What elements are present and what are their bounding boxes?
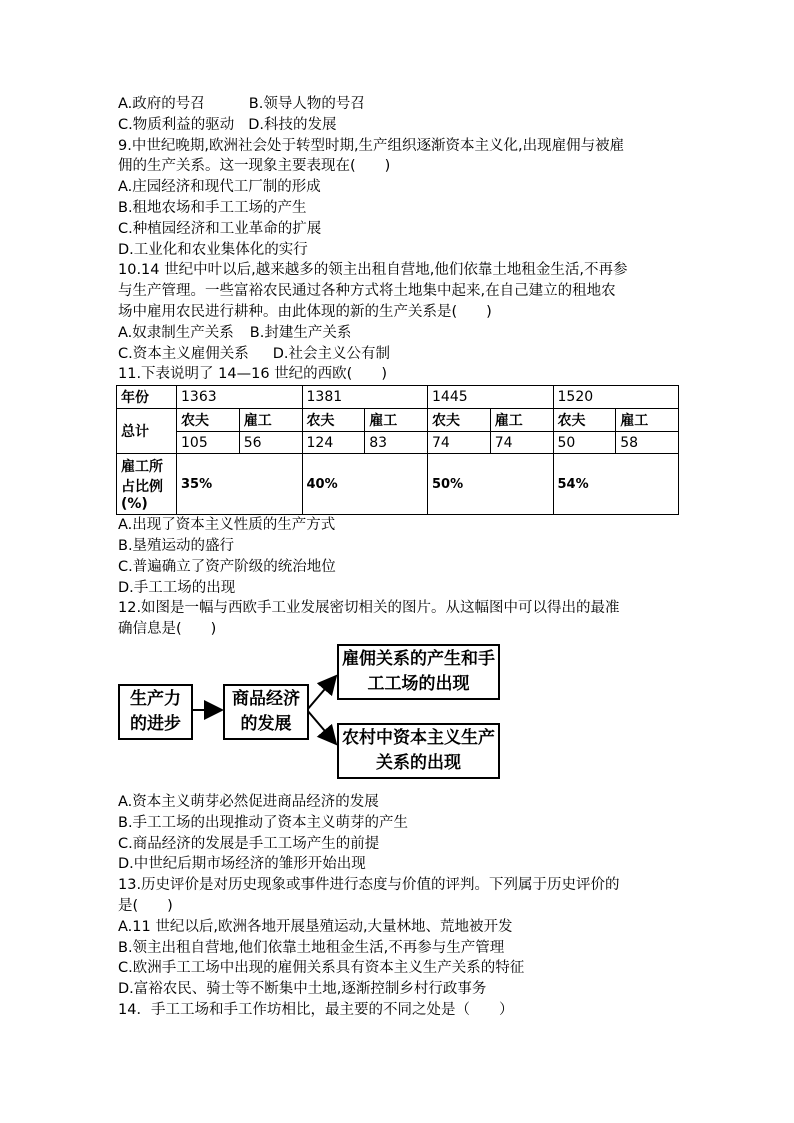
q11-stem: 11.下表说明了 14—16 世纪的西欧( ) bbox=[118, 366, 387, 383]
q10-stem-line-1: 10.14 世纪中叶以后,越来越多的领主出租自营地,他们依靠土地租金生活,不再参 bbox=[118, 262, 628, 279]
q11-table bbox=[116, 385, 679, 515]
hired-header: 雇工 bbox=[365, 409, 428, 432]
exam-page bbox=[118, 94, 688, 1021]
q8-options-row-2 bbox=[118, 115, 688, 136]
year-cell: 1520 bbox=[553, 386, 679, 409]
box-productivity bbox=[118, 684, 193, 740]
hired-value: 74 bbox=[490, 432, 553, 454]
q13-option-d[interactable]: D.富裕农民、骑士等不断集中土地,逐渐控制乡村行政事务 bbox=[118, 981, 487, 998]
q8-option-b[interactable]: B.领导人物的号召 bbox=[248, 96, 365, 112]
q10-option-b[interactable]: B.封建生产关系 bbox=[249, 324, 352, 341]
farmer-value: 74 bbox=[428, 432, 491, 454]
farmer-value: 105 bbox=[177, 432, 240, 454]
q13-option-a[interactable]: A.11 世纪以后,欧洲各地开展垦殖运动,大量林地、荒地被开发 bbox=[118, 918, 513, 935]
q11-option-c[interactable]: C.普遍确立了资产阶级的统治地位 bbox=[118, 558, 336, 575]
farmer-header: 农夫 bbox=[177, 409, 240, 432]
ratio-header: 雇工所占比例(%) bbox=[117, 454, 177, 515]
q9-stem-line-2: 佣的生产关系。这一现象主要表现在( ) bbox=[118, 158, 391, 175]
ratio-value: 54% bbox=[553, 454, 679, 515]
arrow-commodity-to-employment bbox=[307, 676, 336, 710]
q9-stem-line-1: 9.中世纪晚期,欧洲社会处于转型时期,生产组织逐渐资本主义化,出现雇佣与被雇 bbox=[118, 137, 625, 154]
farmer-header: 农夫 bbox=[302, 409, 365, 432]
box-productivity-label: 生产力的进步 bbox=[130, 688, 181, 734]
q10-stem-line-2: 与生产管理。一些富裕农民通过各种方式将土地集中起来,在自己建立的租地农 bbox=[118, 283, 616, 300]
q12-flow-diagram bbox=[118, 640, 688, 792]
q12-option-b[interactable]: B.手工工场的出现推动了资本主义萌芽的产生 bbox=[118, 814, 409, 831]
ratio-value: 35% bbox=[177, 454, 303, 515]
farmer-header: 农夫 bbox=[553, 409, 616, 432]
hired-value: 58 bbox=[616, 432, 679, 454]
q10-option-d[interactable]: D.社会主义公有制 bbox=[272, 345, 391, 362]
box-rural-capitalism bbox=[337, 723, 500, 779]
ratio-value: 50% bbox=[428, 454, 554, 515]
table-row-years bbox=[117, 386, 679, 409]
box-employment-label: 雇佣关系的产生和手工工场的出现 bbox=[342, 648, 495, 694]
q8-option-d[interactable]: D.科技的发展 bbox=[248, 116, 337, 133]
hired-header: 雇工 bbox=[616, 409, 679, 432]
q12-stem-line-2: 确信息是( ) bbox=[118, 621, 217, 638]
q9-option-c[interactable]: C.种植园经济和工业革命的扩展 bbox=[118, 220, 322, 237]
table-row-ratios bbox=[117, 454, 679, 515]
total-header: 总计 bbox=[117, 409, 177, 454]
hired-value: 83 bbox=[365, 432, 428, 454]
farmer-value: 124 bbox=[302, 432, 365, 454]
q12-option-c[interactable]: C.商品经济的发展是手工工场产生的前提 bbox=[118, 835, 380, 852]
q10-stem-line-3: 场中雇用农民进行耕种。由此体现的新的生产关系是( ) bbox=[118, 303, 492, 320]
q13-option-c[interactable]: C.欧洲手工工场中出现的雇佣关系具有资本主义生产关系的特征 bbox=[118, 960, 525, 977]
q13-stem-line-1: 13.历史评价是对历史现象或事件进行态度与价值的评判。下列属于历史评价的 bbox=[118, 877, 620, 894]
q9-option-a[interactable]: A.庄园经济和现代工厂制的形成 bbox=[118, 179, 321, 196]
q13-stem-line-2: 是( ) bbox=[118, 897, 173, 914]
q10-option-c[interactable]: C.资本主义雇佣关系 bbox=[118, 345, 249, 362]
q10-option-a[interactable]: A.奴隶制生产关系 bbox=[118, 324, 234, 341]
q11-option-b[interactable]: B.垦殖运动的盛行 bbox=[118, 537, 235, 554]
arrow-commodity-to-rural bbox=[307, 710, 336, 744]
q12-option-a[interactable]: A.资本主义萌芽必然促进商品经济的发展 bbox=[118, 793, 379, 810]
box-employment-relations bbox=[337, 644, 500, 700]
year-header: 年份 bbox=[117, 386, 177, 409]
table-row-categories bbox=[117, 409, 679, 432]
q11-option-a[interactable]: A.出现了资本主义性质的生产方式 bbox=[118, 517, 336, 534]
year-cell: 1363 bbox=[177, 386, 303, 409]
year-cell: 1381 bbox=[302, 386, 428, 409]
q12-option-d[interactable]: D.中世纪后期市场经济的雏形开始出现 bbox=[118, 856, 366, 873]
q13-option-b[interactable]: B.领主出租自营地,他们依靠土地租金生活,不再参与生产管理 bbox=[118, 939, 505, 956]
box-commodity-economy bbox=[223, 684, 309, 740]
box-rural-label: 农村中资本主义生产关系的出现 bbox=[342, 727, 495, 773]
table-row-values bbox=[117, 432, 679, 454]
hired-value: 56 bbox=[239, 432, 302, 454]
q10-options-row-2 bbox=[118, 344, 688, 365]
farmer-header: 农夫 bbox=[428, 409, 491, 432]
hired-header: 雇工 bbox=[490, 409, 553, 432]
q9-option-b[interactable]: B.租地农场和手工工场的产生 bbox=[118, 199, 307, 216]
q9-option-d[interactable]: D.工业化和农业集体化的实行 bbox=[118, 241, 308, 258]
box-commodity-label: 商品经济的发展 bbox=[232, 688, 300, 734]
hired-header: 雇工 bbox=[239, 409, 302, 432]
q10-options-row-1 bbox=[118, 323, 688, 344]
year-cell: 1445 bbox=[428, 386, 554, 409]
q11-option-d[interactable]: D.手工工场的出现 bbox=[118, 579, 236, 596]
q12-stem-line-1: 12.如图是一幅与西欧手工业发展密切相关的图片。从这幅图中可以得出的最准 bbox=[118, 600, 620, 617]
ratio-value: 40% bbox=[302, 454, 428, 515]
farmer-value: 50 bbox=[553, 432, 616, 454]
q8-option-a[interactable]: A.政府的号召 bbox=[118, 96, 205, 112]
q8-options-row-1 bbox=[118, 94, 688, 115]
q8-option-c[interactable]: C.物质利益的驱动 bbox=[118, 116, 235, 133]
q14-stem: 14．手工工场和手工作坊相比，最主要的不同之处是（ ） bbox=[118, 1001, 514, 1018]
